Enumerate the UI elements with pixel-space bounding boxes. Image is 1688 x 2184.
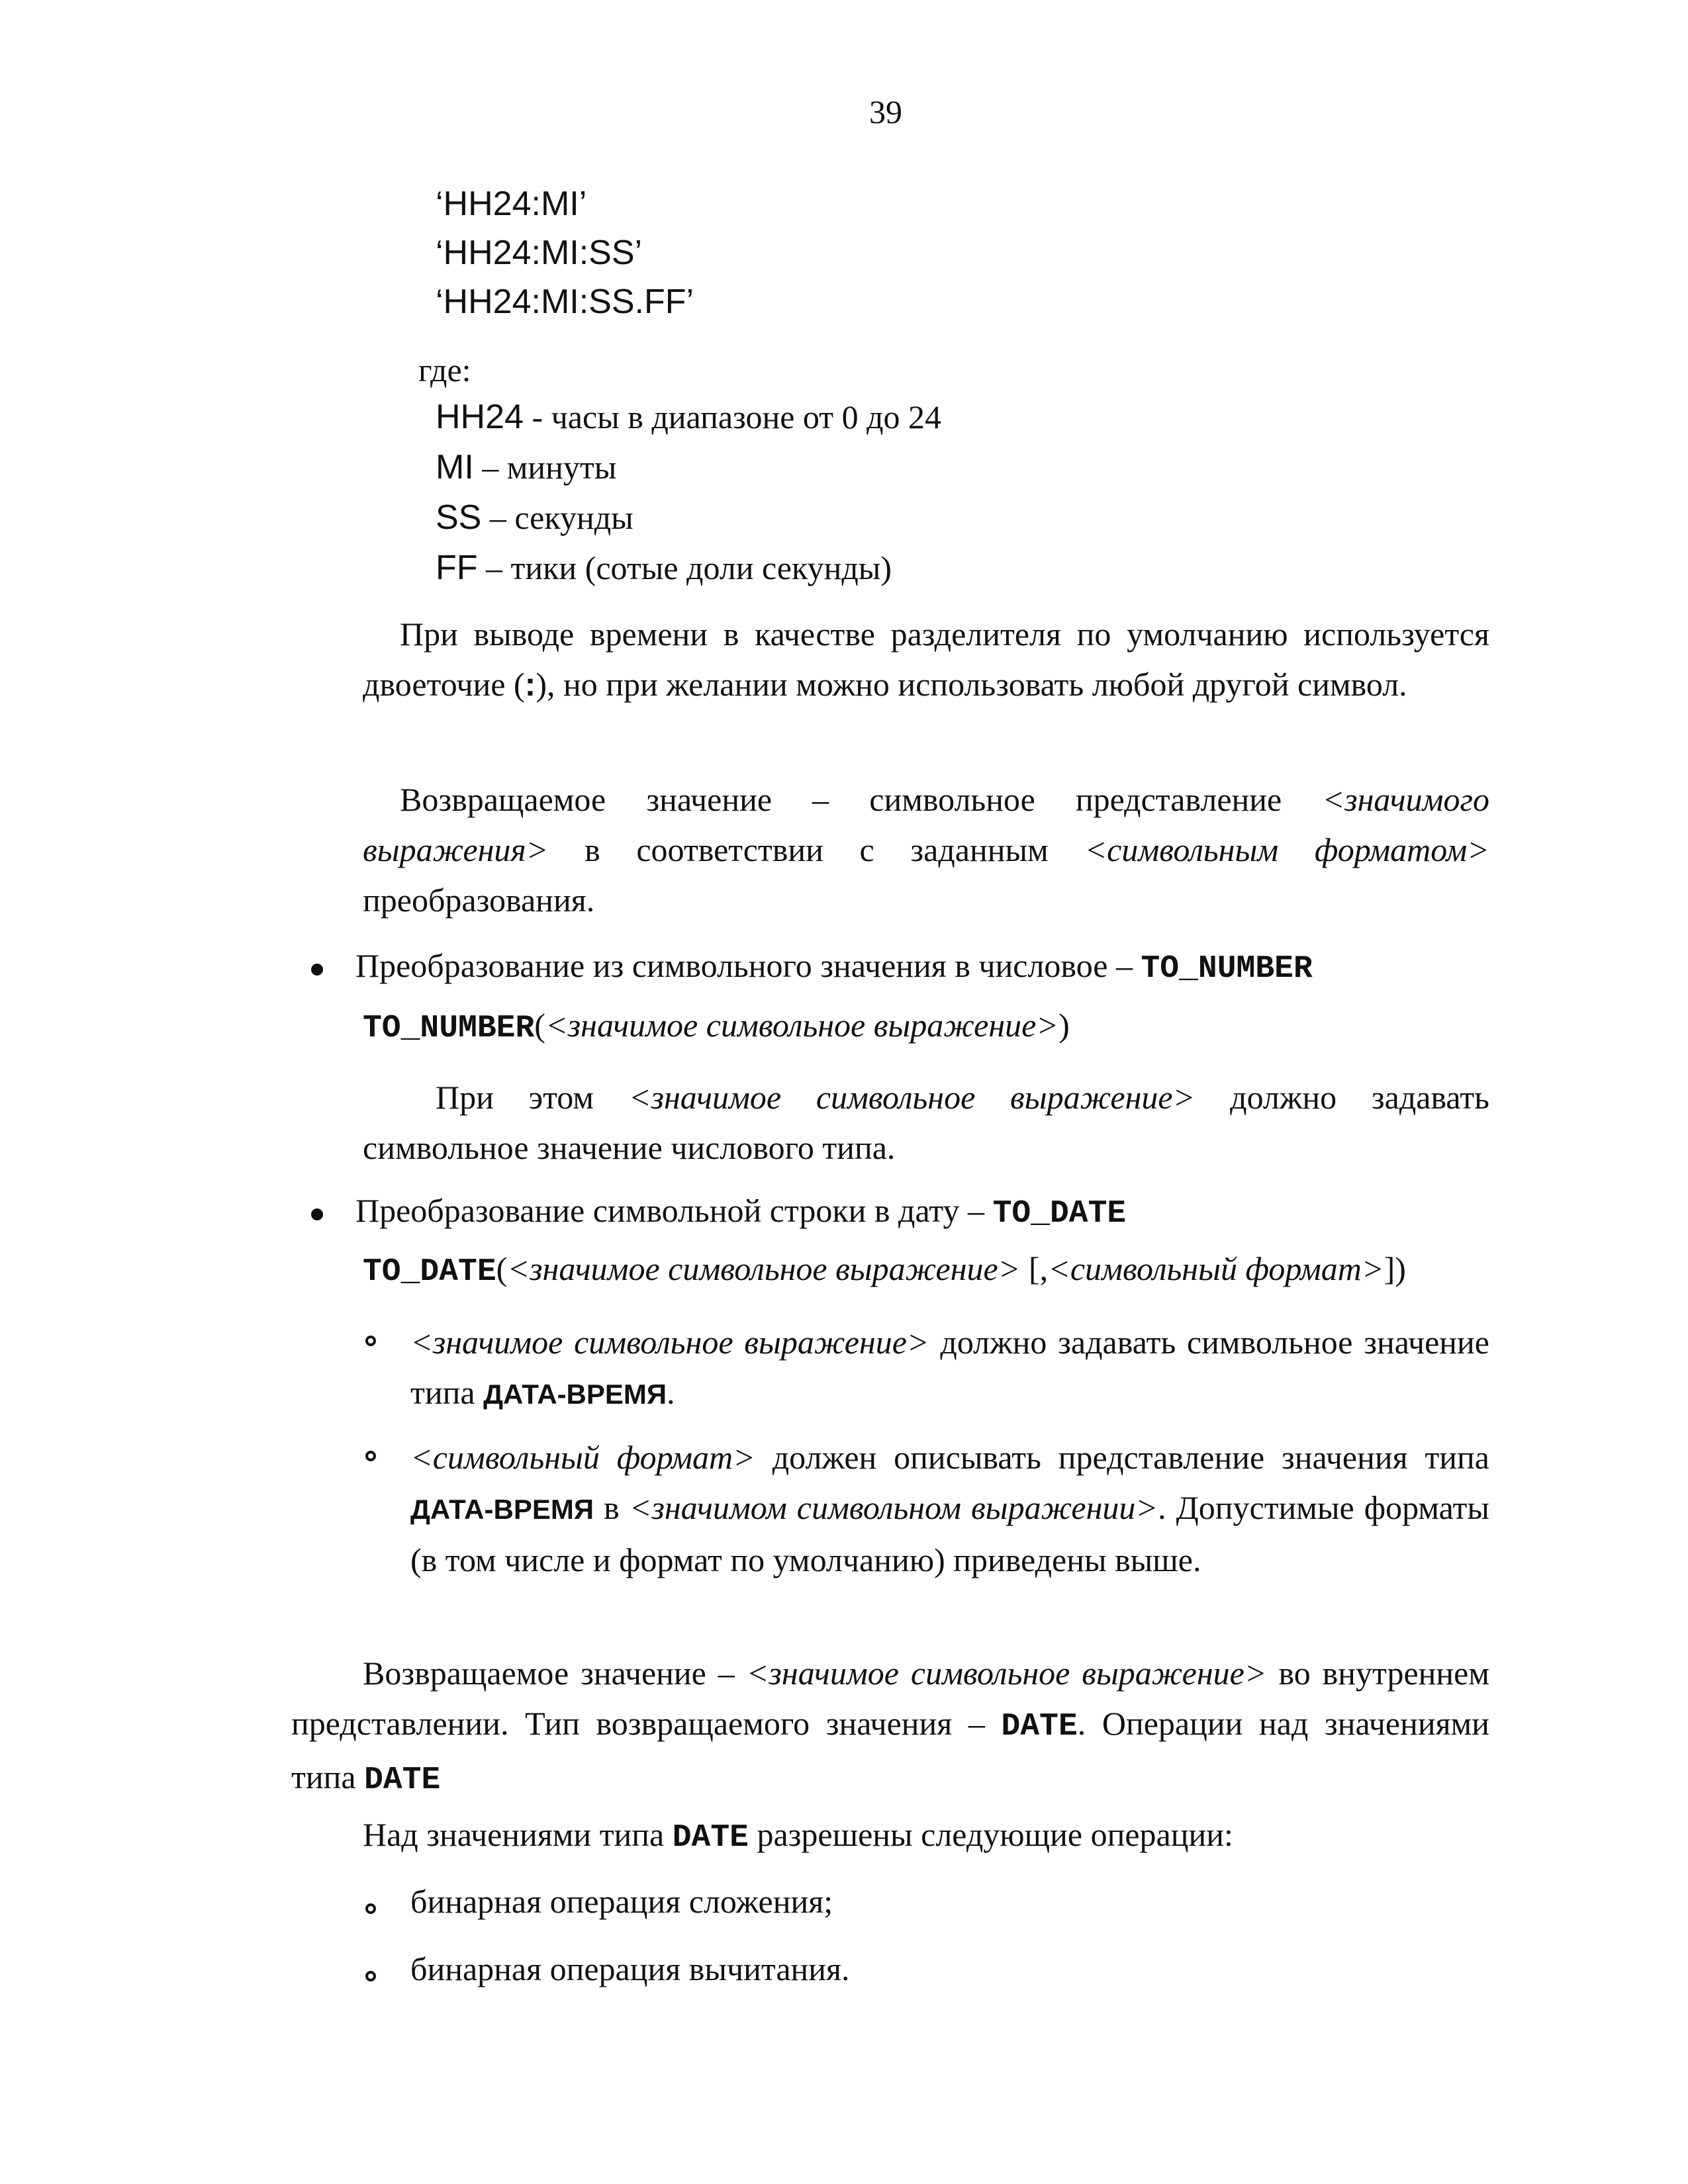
definition-code: HH24 <box>436 398 524 436</box>
code-date: DATE <box>672 1820 749 1856</box>
definition-code: FF <box>436 549 478 587</box>
operation-item: бинарная операция сложения; <box>410 1883 833 1920</box>
definition-code: SS <box>436 498 482 537</box>
paragraph-separator: При выводе времени в качестве разделителя по умолчанию используется двоеточие (:), но при желании можно использовать любой другой символ. <box>363 615 1489 703</box>
bullet-icon <box>311 1208 323 1220</box>
where-label: где: <box>418 351 471 388</box>
syntax-to-number: TO_NUMBER(<значимое символьное выражение>) <box>363 1007 1070 1046</box>
format-line: ‘HH24:MI:SS.FF’ <box>436 283 694 321</box>
bullet-icon <box>311 964 323 976</box>
operation-item: бинарная операция вычитания. <box>410 1950 850 1987</box>
paragraph-to-date-return: Возвращаемое значение – <значимое символьное выражение> во внутреннем представлении. Тип возвращаемого значения – DATE. Операции над значениями типа DATE <box>291 1655 1490 1798</box>
definition-ff <box>436 548 892 588</box>
definition-mi <box>436 447 616 487</box>
definition-text: – минуты <box>473 449 617 486</box>
sub-bullet-icon <box>365 1451 376 1461</box>
sub-bullet-icon <box>365 1971 376 1981</box>
code-to-date: TO_DATE <box>992 1196 1127 1232</box>
definition-text: – секунды <box>481 499 633 536</box>
format-line: ‘HH24:MI:SS’ <box>436 234 643 272</box>
paragraph-to-number-note: При этом <значимое символьное выражение> должно задавать символьное значение числового типа. <box>363 1079 1489 1166</box>
sub-item-expression: <значимое символьное выражение> должно задавать символьное значение типа ДАТА-ВРЕМЯ. <box>410 1324 1489 1411</box>
syntax-to-date: TO_DATE(<значимое символьное выражение> [,<символьный формат>]) <box>363 1250 1406 1290</box>
definition-hh24 <box>436 397 941 437</box>
paragraph-date-operations: Над значениями типа DATE разрешены следующие операции: <box>363 1816 1233 1856</box>
code-date: DATE <box>1001 1709 1078 1745</box>
sub-bullet-icon <box>365 1903 376 1914</box>
code-to-number: TO_NUMBER <box>1141 951 1313 987</box>
definition-ss <box>436 498 633 537</box>
page-number: 39 <box>869 93 902 130</box>
definition-code: MI <box>436 448 474 486</box>
sub-bullet-icon <box>365 1336 376 1346</box>
definition-text: - часы в диапазоне от 0 до 24 <box>523 398 942 435</box>
paragraph-return-value: Возвращаемое значение – символьное представление <значимого выражения> в соответствии с заданным <символьным форматом> преобразования. <box>363 781 1489 919</box>
sub-item-format: <символьный формат> должен описывать представление значения типа ДАТА-ВРЕМЯ в <значимом символьном выражении>. Допустимые форматы (в том числе и формат по умолчанию) приведены выше. <box>410 1439 1489 1578</box>
colon-symbol: : <box>524 666 536 703</box>
bullet-to-date: Преобразование символьной строки в дату – TO_DATE <box>355 1192 1127 1232</box>
format-line: ‘HH24:MI’ <box>436 185 587 223</box>
definition-text: – тики (сотые доли секунды) <box>477 549 892 586</box>
bullet-to-number: Преобразование из символьного значения в числовое – TO_NUMBER <box>355 947 1313 987</box>
code-date: DATE <box>364 1762 441 1798</box>
